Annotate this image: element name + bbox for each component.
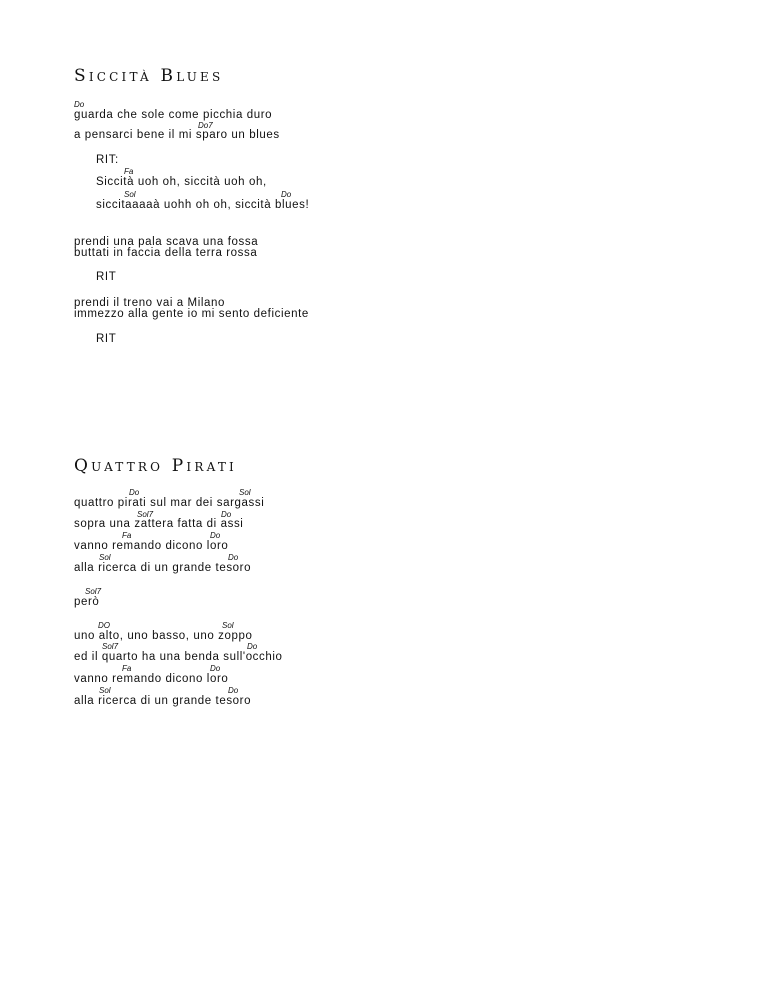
chord: Do (281, 190, 292, 199)
lyric-line: vanno remando dicono loro (74, 540, 229, 552)
chord: Do (210, 664, 221, 673)
lyric-line: immezzo alla gente io mi sento deficiente (74, 308, 309, 320)
chord: Sol7 (85, 587, 102, 596)
chord: Sol (99, 686, 111, 695)
chord: Sol (239, 488, 251, 497)
chord: Sol (99, 553, 111, 562)
lyric-line: alla ricerca di un grande tesoro (74, 562, 252, 574)
chorus-label: RIT (96, 333, 117, 345)
chorus-label: RIT: (96, 154, 119, 166)
song-title: Quattro Pirati (74, 456, 237, 476)
lyric-line: prendi il treno vai a Milano (74, 297, 226, 309)
chord: Do (228, 553, 239, 562)
lyric-line: buttati in faccia della terra rossa (74, 247, 258, 259)
lyric-line: però (74, 596, 100, 608)
chord: Do7 (198, 121, 213, 130)
chord: Sol7 (102, 642, 119, 651)
chord: Do (247, 642, 258, 651)
chord: Fa (122, 664, 132, 673)
chord: Do (210, 531, 221, 540)
lyric-line: uno alto, uno basso, uno zoppo (74, 630, 253, 642)
chord: DO (98, 621, 110, 630)
chord: Do (74, 100, 85, 109)
lyric-line: siccitaaaaà uohh oh oh, siccità blues! (96, 199, 310, 211)
lyric-line: guarda che sole come picchia duro (74, 109, 273, 121)
lyric-line: vanno remando dicono loro (74, 673, 229, 685)
song-title: Siccità Blues (74, 66, 224, 86)
chord: Fa (124, 167, 134, 176)
chord: Do (129, 488, 140, 497)
lyric-line: quattro pirati sul mar dei sargassi (74, 497, 265, 509)
chord: Sol (222, 621, 234, 630)
chord: Sol7 (137, 510, 154, 519)
lyric-line: a pensarci bene il mi sparo un blues (74, 129, 280, 141)
chorus-label: RIT (96, 271, 117, 283)
chord: Do (228, 686, 239, 695)
lyric-line: ed il quarto ha una benda sull'occhio (74, 651, 283, 663)
lyric-line: Siccità uoh oh, siccità uoh oh, (96, 176, 267, 188)
lyric-line: sopra una zattera fatta di assi (74, 518, 244, 530)
chord: Fa (122, 531, 132, 540)
lyric-line: prendi una pala scava una fossa (74, 236, 259, 248)
chord: Do (221, 510, 232, 519)
chord: Sol (124, 190, 136, 199)
lyric-line: alla ricerca di un grande tesoro (74, 695, 252, 707)
